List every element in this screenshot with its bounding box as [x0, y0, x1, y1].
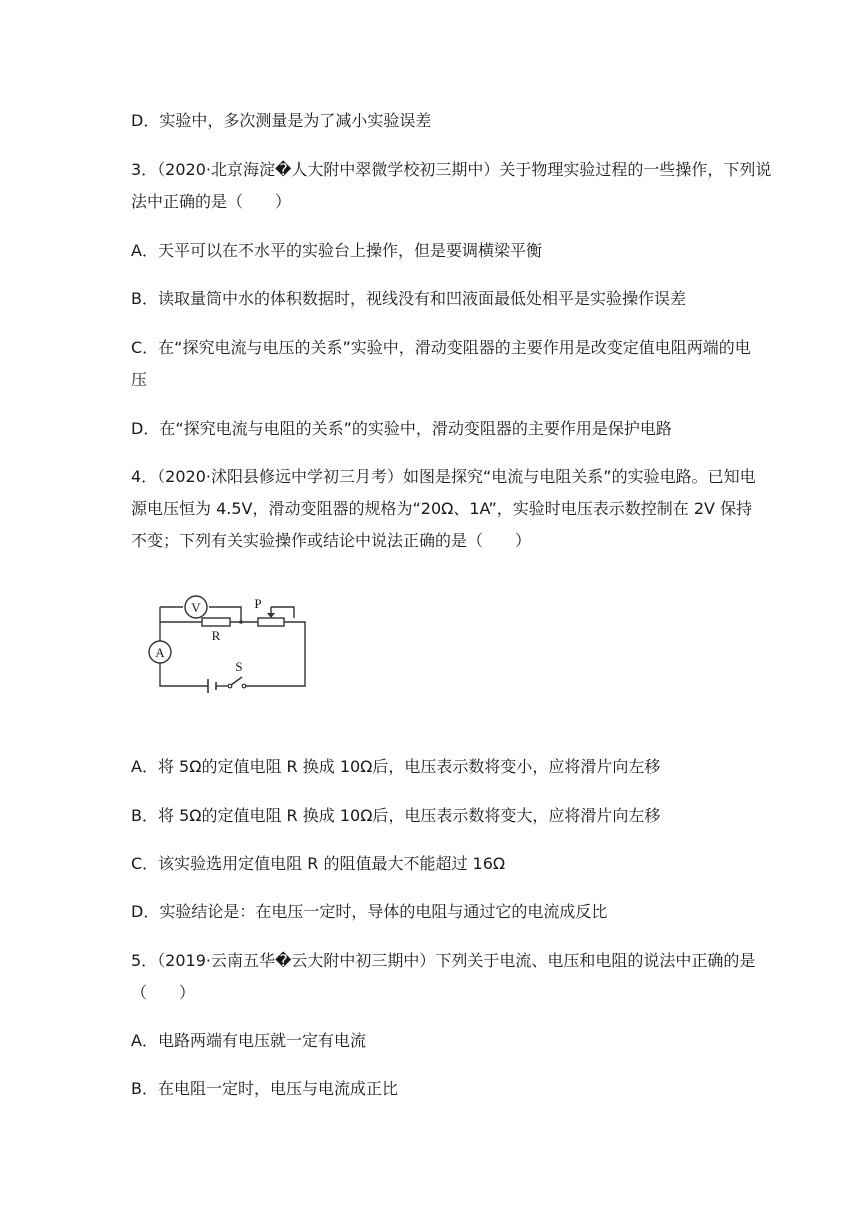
- q3-option-c-line1: C．在“探究电流与电压的关系”实验中，滑动变阻器的主要作用是改变定值电阻两端的电: [131, 338, 751, 357]
- slider-label: P: [254, 596, 262, 611]
- q5-option-a: A．电路两端有电压就一定有电流: [131, 1031, 366, 1050]
- battery-icon: [208, 679, 216, 693]
- q3-option-d: D．在“探究电流与电阻的关系”的实验中，滑动变阻器的主要作用是保护电路: [131, 419, 672, 438]
- resistor-icon: [202, 618, 230, 626]
- circuit-diagram: [140, 593, 320, 703]
- q4-option-d: D．实验结论是：在电压一定时，导体的电阻与通过它的电流成反比: [131, 902, 608, 921]
- q3-option-a: A．天平可以在不水平的实验台上操作，但是要调横梁平衡: [131, 241, 542, 260]
- q5-stem-line2: （ ）: [131, 983, 196, 1002]
- resistor-label: R: [211, 628, 221, 643]
- q5-stem-line1: 5．（2019·云南五华�云大附中初三期中）下列关于电流、电压和电阻的说法中正确的是: [131, 951, 756, 970]
- q4-option-a: A．将 5Ω的定值电阻 R 换成 10Ω后，电压表示数将变小，应将滑片向左移: [131, 757, 661, 776]
- q3-option-b: B．读取量筒中水的体积数据时，视线没有和凹液面最低处相平是实验操作误差: [131, 289, 686, 308]
- ammeter-label: A: [155, 645, 165, 660]
- voltmeter-label: V: [191, 600, 201, 615]
- q3-option-c-line2: 压: [131, 370, 148, 389]
- q4-option-c: C．该实验选用定值电阻 R 的阻值最大不能超过 16Ω: [131, 854, 506, 873]
- q3-stem-line1: 3．（2020·北京海淀�人大附中翠微学校初三期中）关于物理实验过程的一些操作，下列说: [131, 160, 772, 179]
- q3-stem-line2: 法中正确的是（ ）: [131, 192, 292, 211]
- rheostat-icon: [258, 618, 284, 626]
- q4-option-b: B．将 5Ω的定值电阻 R 换成 10Ω后，电压表示数将变大，应将滑片向左移: [131, 806, 661, 825]
- q4-stem-line3: 不变；下列有关实验操作或结论中说法正确的是（ ）: [131, 531, 532, 550]
- q4-stem-line1: 4．（2020·沭阳县修远中学初三月考）如图是探究“电流与电阻关系”的实验电路。已知电: [131, 467, 756, 486]
- switch-icon: [231, 677, 242, 685]
- q4-stem-line2: 源电压恒为 4.5V，滑动变阻器的规格为“20Ω、1A”，实验时电压表示数控制在 2V 保持: [131, 499, 753, 518]
- q2-option-d: D．实验中，多次测量是为了减小实验误差: [131, 111, 432, 130]
- q5-option-b: B．在电阻一定时，电压与电流成正比: [131, 1079, 398, 1098]
- switch-label: S: [235, 659, 243, 674]
